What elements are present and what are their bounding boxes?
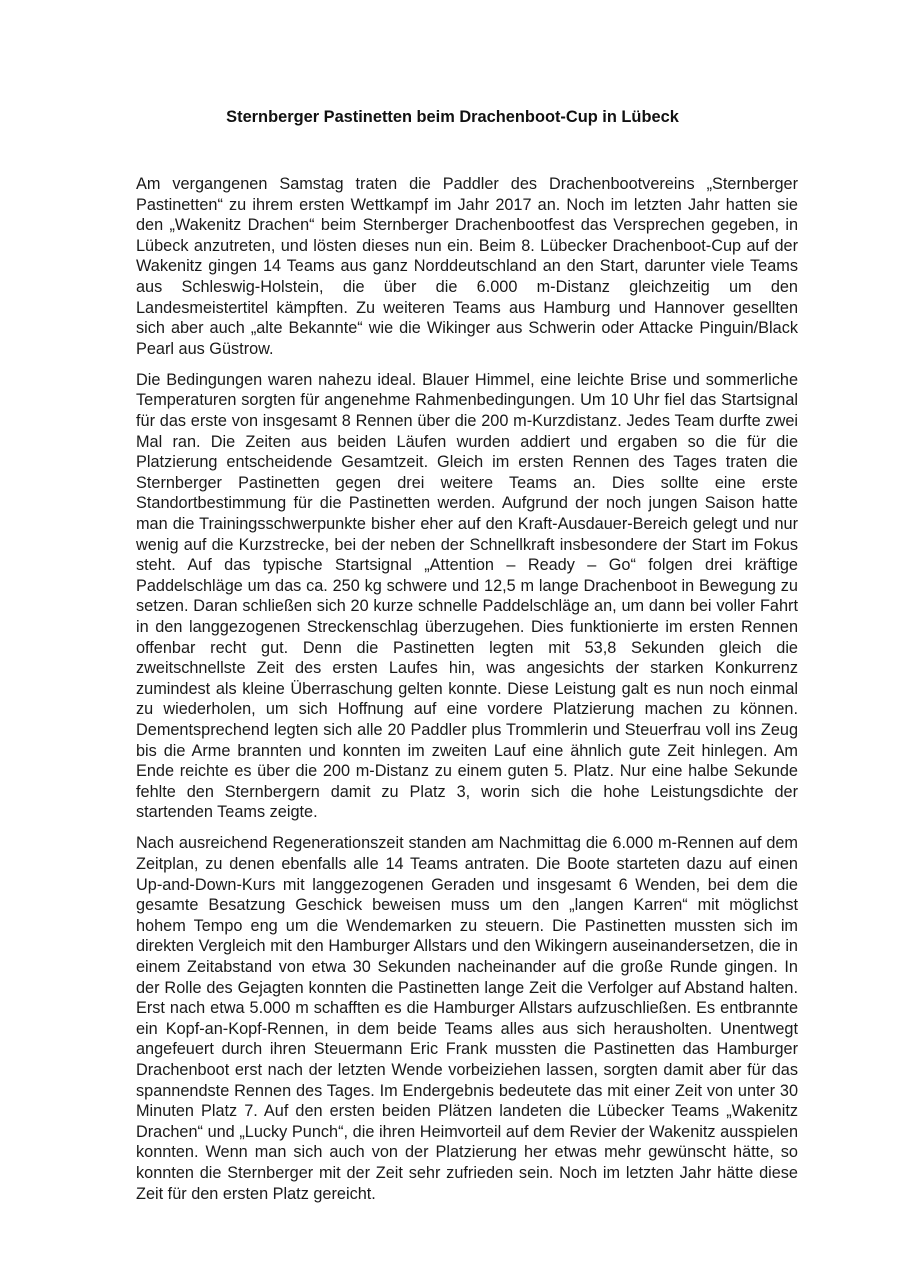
paragraph-sprint-race: Die Bedingungen waren nahezu ideal. Blauer Himmel, eine leichte Brise und sommerliche Temperaturen sorgten für angenehme Rahmenbedingungen. Um 10 Uhr fiel das Startsignal für das erste von insgesamt 8 Rennen über die 200 m-Kurzdistanz. Jedes Team durfte zwei Mal ran. Die Zeiten aus beiden Läufen wurden addiert und ergaben so die für die Platzierung entscheidende Gesamtzeit. Gleich im ersten Rennen des Tages traten die Sternberger Pastinetten gegen drei weitere Teams an. Dies sollte eine erste Standortbestimmung für die Pastinetten werden. Aufgrund der noch jungen Saison hatte man die Trainingsschwerpunkte bisher eher auf den Kraft-Ausdauer-Bereich gelegt und nur wenig auf die Kurzstrecke, bei der neben der Schnellkraft insbesondere der Start im Fokus steht. Auf das typische Startsignal „Attention – Ready – Go“ folgen drei kräftige Paddelschläge um das ca. 250 kg schwere und 12,5 m lange Drachenboot in Bewegung zu setzen. Daran schließen sich 20 kurze schnelle Paddelschläge an, um dann bei voller Fahrt in den langgezogenen Streckenschlag überzugehen. Dies funktionierte im ersten Rennen offenbar recht gut. Denn die Pastinetten legten mit 53,8 Sekunden gleich die zweitschnellste Zeit des ersten Laufes hin, was angesichts der starken Konkurrenz zumindest als kleine Überraschung gelten konnte. Diese Leistung galt es nun noch einmal zu wiederholen, um sich Hoffnung auf eine vordere Platzierung machen zu können. Dementsprechend legten sich alle 20 Paddler plus Trommlerin und Steuerfrau voll ins Zeug bis die Arme brannten und konnten im zweiten Lauf eine ähnlich gute Zeit hinlegen. Am Ende reichte es über die 200 m-Distanz zu einem guten 5. Platz. Nur eine halbe Sekunde fehlte den Sternbergern damit zu Platz 3, worin sich die hohe Leistungsdichte der startenden Teams zeigte. [136, 370, 798, 822]
article-title: Sternberger Pastinetten beim Drachenboot-Cup in Lübeck [226, 108, 679, 126]
paragraph-long-distance-race: Nach ausreichend Regenerationszeit standen am Nachmittag die 6.000 m-Rennen auf dem Zeitplan, zu denen ebenfalls alle 14 Teams antraten. Die Boote starteten dazu auf einen Up-and-Down-Kurs mit langgezogenen Geraden und insgesamt 6 Wenden, bei dem die gesamte Besatzung Geschick beweisen muss um den „langen Karren“ mit möglichst hohem Tempo eng um die Wendemarken zu steuern. Die Pastinetten mussten sich im direkten Vergleich mit den Hamburger Allstars und den Wikingern auseinandersetzen, die in einem Zeitabstand von etwa 30 Sekunden nacheinander auf die große Runde gingen. In der Rolle des Gejagten konnten die Pastinetten lange Zeit die Verfolger auf Abstand halten. Erst nach etwa 5.000 m schafften es die Hamburger Allstars aufzuschließen. Es entbrannte ein Kopf-an-Kopf-Rennen, in dem beide Teams alles aus sich herausholten. Unentwegt angefeuert durch ihren Steuermann Eric Frank mussten die Pastinetten das Hamburger Drachenboot erst nach der letzten Wende vorbeiziehen lassen, sorgten damit aber für das spannendste Rennen des Tages. Im Endergebnis bedeutete das mit einer Zeit von unter 30 Minuten Platz 7. Auf den ersten beiden Plätzen landeten die Lübecker Teams „Wakenitz Drachen“ und „Lucky Punch“, die ihren Heimvorteil auf dem Revier der Wakenitz ausspielen konnten. Wenn man sich auch von der Platzierung her etwas mehr gewünscht hätte, so konnten die Sternberger mit der Zeit sehr zufrieden sein. Noch im letzten Jahr hätte diese Zeit für den ersten Platz gereicht. [136, 834, 798, 1203]
article-body [136, 174, 798, 1215]
paragraph-intro: Am vergangenen Samstag traten die Paddler des Drachenbootvereins „Sternberger Pastinetten“ zu ihrem ersten Wettkampf im Jahr 2017 an. Noch im letzten Jahr hatten sie den „Wakenitz Drachen“ beim Sternberger Drachenbootfest das Versprechen gegeben, in Lübeck anzutreten, und lösten dieses nun ein. Beim 8. Lübecker Drachenboot-Cup auf der Wakenitz gingen 14 Teams aus ganz Norddeutschland an den Start, darunter viele Teams aus Schleswig-Holstein, die über die 6.000 m-Distanz gleichzeitig um den Landesmeistertitel kämpften. Zu weiteren Teams aus Hamburg und Hannover gesellten sich aber auch „alte Bekannte“ wie die Wikinger aus Schwerin oder Attacke Pinguin/Black Pearl aus Güstrow. [136, 175, 798, 358]
